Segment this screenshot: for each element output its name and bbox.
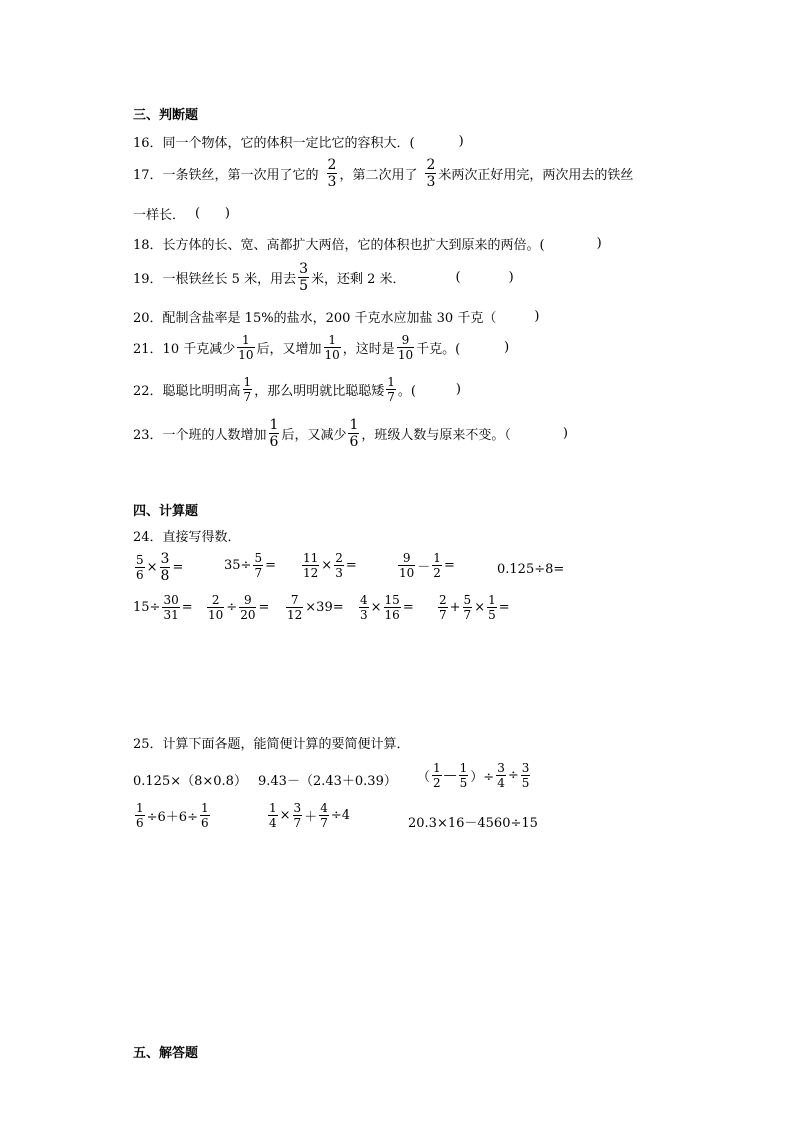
q21-text-b: 后，又增加 (256, 342, 322, 357)
question-22 (133, 376, 461, 403)
q25e4-frac-2: $\frac{1}{6}$ (200, 801, 209, 830)
question-23 (133, 418, 568, 449)
section-3-heading: 三、判断题 (133, 108, 199, 123)
q25-expr-4 (133, 802, 212, 829)
q24e3-frac-2: $\frac{2}{3}$ (335, 551, 343, 580)
q24e3-frac-1: $\frac{11}{12}$ (303, 551, 319, 580)
section-4-heading: 四、计算题 (133, 504, 199, 519)
q19-fraction: $\frac{3}{5}$ (299, 261, 308, 294)
q24e6-text: 15÷ (133, 600, 161, 615)
q24e7-frac-1: $\frac{2}{10}$ (208, 593, 224, 622)
q21-text-c: ，这时是 (342, 342, 395, 357)
q24e10-eq: = (498, 600, 510, 615)
q24e7-op: ÷ (226, 600, 238, 615)
q25e3-op2: ÷ (507, 768, 519, 783)
q25e5-op1: × (279, 808, 291, 823)
q25-expr-3 (417, 762, 532, 789)
q24e1-frac-1: $\frac{5}{6}$ (136, 553, 144, 582)
q18-text: 18．长方体的长、宽、高都扩大两倍，它的体积也扩大到原来的两倍。( (133, 238, 545, 253)
q20-close: ) (534, 309, 540, 324)
q23-fraction-2: $\frac{1}{6}$ (349, 417, 359, 450)
q25e4-mid: ÷6＋6÷ (146, 810, 198, 825)
q24-expr-1 (133, 552, 183, 583)
q25e5-frac-2: $\frac{3}{7}$ (293, 801, 302, 830)
q17-fraction-2: $\frac{2}{3}$ (426, 157, 436, 190)
question-17-line-2 (133, 204, 230, 223)
q24e3-eq: = (345, 558, 357, 573)
q24e10-op2: × (474, 600, 486, 615)
q25-expr-2 (258, 770, 397, 789)
q20-text: 20．配制含盐率是 15%的盐水，200 千克水应加盐 30 千克（ (133, 311, 497, 326)
question-24-title: 24．直接写得数． (133, 530, 241, 545)
q24e8-frac: $\frac{7}{12}$ (287, 593, 303, 622)
q25e4-frac-1: $\frac{1}{6}$ (136, 801, 144, 830)
q24e4-eq: = (443, 558, 455, 573)
q19-text-b: 米，还剩 2 米． (311, 272, 406, 287)
q17-line2: 一样长． (133, 208, 186, 223)
q25e3-close: ）÷ (470, 770, 495, 785)
section-5-heading: 五、解答题 (133, 1046, 199, 1061)
q24e5-text: 0.125÷8= (497, 562, 565, 577)
q24e9-frac-2: $\frac{15}{16}$ (384, 593, 400, 622)
q24e9-eq: = (402, 600, 414, 615)
q22-fraction-1: $\frac{1}{7}$ (243, 375, 252, 404)
q23-fraction-1: $\frac{1}{6}$ (269, 417, 279, 450)
q25e3-open: （ (417, 770, 431, 785)
q24e10-frac-1: $\frac{2}{7}$ (439, 593, 447, 622)
q23-text-a: 23．一个班的人数增加 (133, 428, 267, 443)
question-25-title: 25．计算下面各题，能简便计算的要简便计算． (133, 737, 410, 752)
q23-close: ) (562, 426, 568, 441)
q24e4-frac-2: $\frac{1}{2}$ (433, 551, 441, 580)
q16-text: 16．同一个物体，它的体积一定比它的容积大．( (133, 136, 415, 151)
q24e3-op: × (321, 558, 333, 573)
q24e9-op: × (370, 600, 382, 615)
q24-expr-6 (133, 594, 193, 621)
q25e3-frac-4: $\frac{3}{5}$ (521, 761, 530, 790)
q24e2-eq: = (265, 558, 276, 573)
q19-paren: ( (455, 270, 461, 285)
q24e8-text: ×39= (305, 600, 344, 615)
q24-expr-10 (436, 594, 510, 621)
q16-close: ) (458, 134, 464, 149)
q25e5-tail: ÷4 (330, 808, 351, 823)
q25e5-frac-1: $\frac{1}{4}$ (269, 801, 277, 830)
q24e7-eq: = (258, 600, 270, 615)
q21-close: ) (504, 340, 510, 355)
q25-expr-5 (266, 802, 350, 829)
question-18 (133, 234, 602, 253)
q24-expr-5 (497, 562, 564, 577)
q25-expr-1 (133, 770, 247, 789)
q17-paren: ( ) (195, 206, 230, 221)
q21-text-a: 21．10 千克减少 (133, 342, 236, 357)
q24e1-eq: = (172, 560, 184, 575)
q17-text-a: 17．一条铁丝，第一次用了它的 (133, 168, 319, 183)
q24e9-frac-1: $\frac{4}{3}$ (360, 593, 368, 622)
q21-fraction-2: $\frac{1}{10}$ (324, 333, 340, 362)
q24e1-op: × (146, 560, 158, 575)
q25e1-text: 0.125×（8×0.8） (133, 774, 247, 789)
q24e10-frac-2: $\frac{5}{7}$ (463, 593, 472, 622)
q25e5-frac-3: $\frac{4}{7}$ (320, 801, 328, 830)
question-20 (133, 307, 539, 326)
q17-fraction-1: $\frac{2}{3}$ (327, 157, 337, 190)
q25e3-frac-3: $\frac{3}{4}$ (497, 761, 505, 790)
q24e4-frac-1: $\frac{9}{10}$ (399, 551, 415, 580)
q23-text-b: 后，又减少 (281, 428, 347, 443)
q25e3-frac-1: $\frac{1}{2}$ (433, 761, 441, 790)
q19-close: ) (508, 270, 514, 285)
q19-text-a: 19．一根铁丝长 5 米，用去 (133, 272, 297, 287)
q21-text-d: 千克。( (416, 342, 461, 357)
q25e5-op2: ＋ (304, 810, 318, 825)
q24-expr-9 (357, 594, 414, 621)
q25e3-op1: — (443, 768, 457, 783)
q22-text-c: 。( (397, 384, 416, 399)
q23-text-c: ，班级人数与原来不变。（ (361, 428, 511, 443)
q24e7-frac-2: $\frac{9}{20}$ (240, 593, 256, 622)
q24e6-frac: $\frac{30}{31}$ (163, 593, 179, 622)
q25e3-frac-2: $\frac{1}{5}$ (459, 761, 468, 790)
question-21 (133, 334, 509, 361)
q24e10-op1: + (449, 600, 461, 615)
q24-expr-2 (224, 552, 276, 579)
q24e2-text: 35÷ (224, 558, 252, 573)
q24e6-eq: = (181, 600, 193, 615)
q17-text-b: ，第二次用了 (339, 168, 418, 183)
q22-close: ) (455, 382, 461, 397)
q24-expr-7 (205, 594, 269, 621)
q21-fraction-1: $\frac{1}{10}$ (238, 333, 254, 362)
q24e1-frac-2: $\frac{3}{8}$ (160, 551, 170, 584)
q22-text-a: 22．聪聪比明明高 (133, 384, 241, 399)
q25e2-text: 9.43－（2.43＋0.39） (258, 774, 397, 789)
q22-fraction-2: $\frac{1}{7}$ (387, 375, 395, 404)
q24e10-frac-3: $\frac{1}{5}$ (488, 593, 496, 622)
q24e4-op: － (417, 560, 431, 575)
q24-expr-8 (284, 594, 344, 621)
q17-text-c: 米两次正好用完，两次用去的铁丝 (438, 168, 634, 183)
question-16 (133, 132, 464, 151)
q25-expr-6 (408, 812, 538, 831)
q22-text-b: ，那么明明就比聪聪矮 (254, 384, 385, 399)
question-17 (133, 158, 633, 189)
q21-fraction-3: $\frac{9}{10}$ (397, 333, 414, 362)
question-19 (133, 262, 514, 293)
q24-expr-4 (396, 552, 455, 579)
q24-expr-3 (300, 552, 357, 579)
q18-close: ) (596, 236, 602, 251)
q24e2-frac: $\frac{5}{7}$ (254, 551, 263, 580)
q25e6-text: 20.3×16－4560÷15 (408, 816, 538, 831)
